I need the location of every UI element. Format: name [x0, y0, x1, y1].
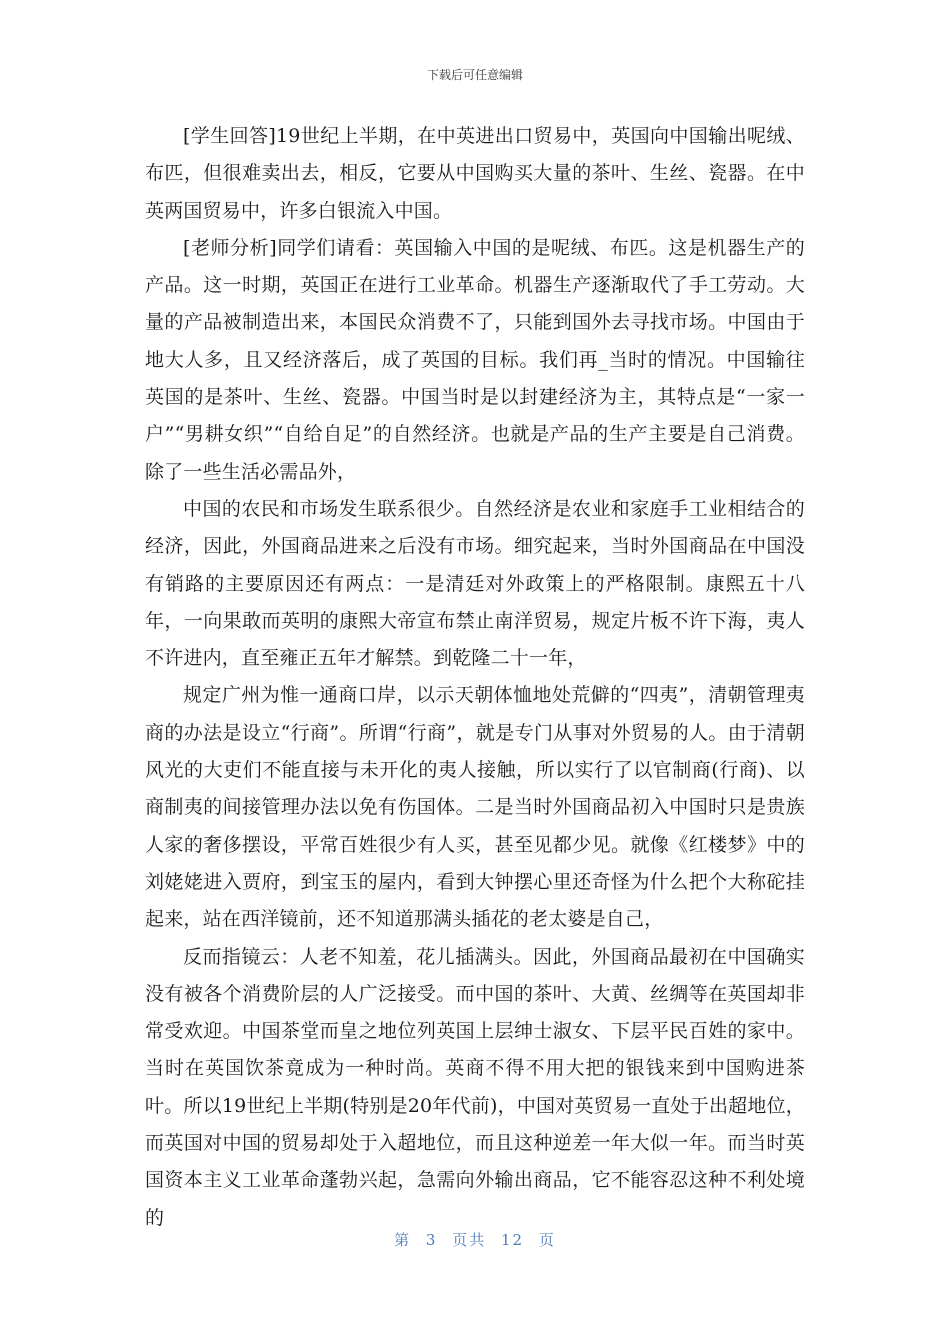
- paragraph-natural-economy: 中国的农民和市场发生联系很少。自然经济是农业和家庭手工业相结合的经济，因此，外国商品进来之后没有市场。细究起来，当时外国商品在中国没有销路的主要原因还有两点：一是清廷对外政策上的严格限制。康熙五十八年，一向果敢而英明的康熙大帝宣布禁止南洋贸易，规定片板不许下海，夷人不许进内，直至雍正五年才解禁。到乾隆二十一年，: [145, 497, 805, 670]
- paragraph-student-answer: [学生回答]19世纪上半期，在中英进出口贸易中，英国向中国输出呢绒、布匹，但很难卖出去，相反，它要从中国购买大量的茶叶、生丝、瓷器。在中英两国贸易中，许多白银流入中国。: [145, 125, 805, 222]
- paragraph-teacher-analysis: [老师分析]同学们请看：英国输入中国的是呢绒、布匹。这是机器生产的产品。这一时期，英国正在进行工业革命。机器生产逐渐取代了手工劳动。大量的产品被制造出来，本国民众消费不了，只能到国外去寻找市场。中国由于地大人多，且又经济落后，成了英国的目标。我们再_当时的情况。中国输往英国的是茶叶、生丝、瓷器。中国当时是以封建经济为主，其特点是“一家一户”“男耕女织”“自给自足”的自然经济。也就是产品的生产主要是自己消费。除了一些生活必需品外，: [145, 236, 805, 483]
- document-body: [145, 118, 805, 1237]
- page-number-footer: [0, 1229, 950, 1250]
- footer-total-pages: 12: [501, 1231, 525, 1249]
- paragraph-trade-surplus: 反而指镜云：人老不知羞，花儿插满头。因此，外国商品最初在中国确实没有被各个消费阶层的人广泛接受。而中国的茶叶、大黄、丝绸等在英国却非常受欢迎。中国茶堂而皇之地位列英国上层绅士淑女、下层平民百姓的家中。当时在英国饮茶竟成为一种时尚。英商不得不用大把的银钱来到中国购进茶叶。所以19世纪上半期(特别是20年代前)，中国对英贸易一直处于出超地位，而英国对中国的贸易却处于入超地位，而且这种逆差一年大似一年。而当时英国资本主义工业革命蓬勃兴起，急需向外输出商品，它不能容忍这种不利处境的: [145, 945, 805, 1229]
- footer-prefix: 第: [394, 1231, 412, 1249]
- footer-suffix: 页: [538, 1231, 556, 1249]
- page-header: 下载后可任意编辑: [426, 68, 523, 82]
- footer-current-page: 3: [425, 1231, 438, 1249]
- paragraph-hong-merchants: 规定广州为惟一通商口岸，以示天朝体恤地处荒僻的“四夷”，清朝管理夷商的办法是设立“行商”。所谓“行商”，就是专门从事对外贸易的人。由于清朝风光的大吏们不能直接与未开化的夷人接触，所以实行了以官制商(行商)、以商制夷的间接管理办法以免有伤国体。二是当时外国商品初入中国时只是贵族人家的奢侈摆设，平常百姓很少有人买，甚至见都少见。就像《红楼梦》中的刘姥姥进入贾府，到宝玉的屋内，看到大钟摆心里还奇怪为什么把个大称砣挂起来，站在西洋镜前，还不知道那满头插花的老太婆是自己，: [145, 684, 805, 931]
- footer-middle: 页共: [452, 1231, 487, 1249]
